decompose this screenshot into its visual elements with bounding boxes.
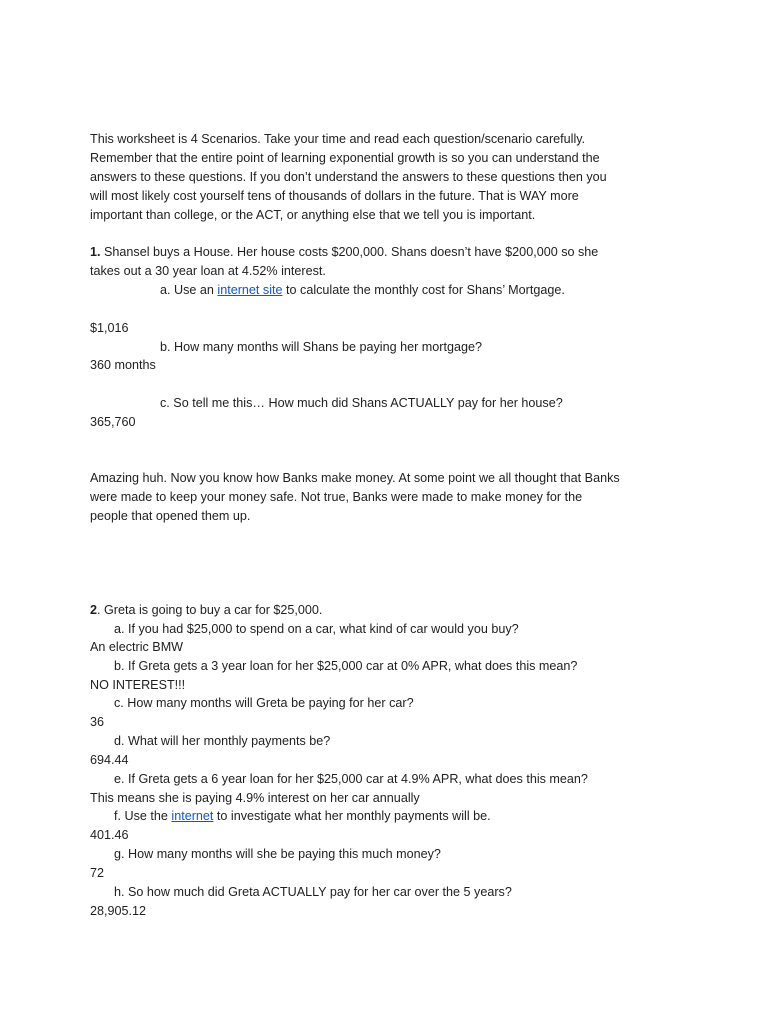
intro-line-1: This worksheet is 4 Scenarios. Take your time and read each question/scenario carefully. (90, 132, 586, 146)
q2d-question: d. What will her monthly payments be? (114, 734, 331, 748)
q2a-answer: An electric BMW (90, 640, 184, 654)
q2c-question: c. How many months will Greta be paying for her car? (114, 696, 414, 710)
q2-number: 2 (90, 603, 98, 617)
q1-text: Shansel buys a House. Her house costs $200,000. Shans doesn’t have $200,000 so she (100, 245, 599, 259)
internet-site-link[interactable]: internet site (217, 283, 283, 297)
q2e-answer: This means she is paying 4.9% interest on her car annually (90, 791, 420, 805)
q2b-answer: NO INTEREST!!! (90, 678, 186, 692)
q2g-question: g. How many months will she be paying this much money? (114, 847, 441, 861)
q2a-question: a. If you had $25,000 to spend on a car, what kind of car would you buy? (114, 622, 519, 636)
intro-line-2: Remember that the entire point of learning exponential growth is so you can understand the (90, 151, 600, 165)
q1b-question: b. How many months will Shans be paying her mortgage? (160, 340, 483, 354)
q2b-question: b. If Greta gets a 3 year loan for her $25,000 car at 0% APR, what does this mean? (114, 659, 578, 673)
q1a-answer: $1,016 (90, 321, 129, 335)
banks-line-2: were made to keep your money safe. Not true, Banks were made to make money for the (90, 490, 583, 504)
intro-line-4: will most likely cost yourself tens of thousands of dollars in the future. That is WAY more (90, 189, 579, 203)
q2g-answer: 72 (90, 866, 105, 880)
q2-text: . Greta is going to buy a car for $25,000. (97, 603, 323, 617)
q2h-question: h. So how much did Greta ACTUALLY pay for her car over the 5 years? (114, 885, 512, 899)
q2h-answer: 28,905.12 (90, 904, 147, 918)
q1-line-2: takes out a 30 year loan at 4.52% interest. (90, 264, 326, 278)
q1b-answer: 360 months (90, 358, 156, 372)
q2f-question: f. Use the internet to investigate what her monthly payments will be. (114, 809, 491, 823)
q2d-answer: 694.44 (90, 753, 129, 767)
q2c-answer: 36 (90, 715, 105, 729)
intro-line-3: answers to these questions. If you don’t understand the answers to these questions then you (90, 170, 607, 184)
intro-line-5: important than college, or the ACT, or anything else that we tell you is important. (90, 208, 536, 222)
q2e-question: e. If Greta gets a 6 year loan for her $25,000 car at 4.9% APR, what does this mean? (114, 772, 588, 786)
banks-line-3: people that opened them up. (90, 509, 251, 523)
q1-line-1 (90, 245, 598, 260)
q1-number: 1. (90, 245, 101, 259)
q2f-answer: 401.46 (90, 828, 129, 842)
q1a-question: a. Use an internet site to calculate the monthly cost for Shans’ Mortgage. (160, 283, 565, 297)
q1c-answer: 365,760 (90, 415, 136, 429)
banks-line-1: Amazing huh. Now you know how Banks make money. At some point we all thought that Banks (90, 471, 620, 485)
q1c-question: c. So tell me this… How much did Shans ACTUALLY pay for her house? (160, 396, 563, 410)
internet-link[interactable]: internet (171, 809, 214, 823)
q2-header (90, 603, 322, 618)
